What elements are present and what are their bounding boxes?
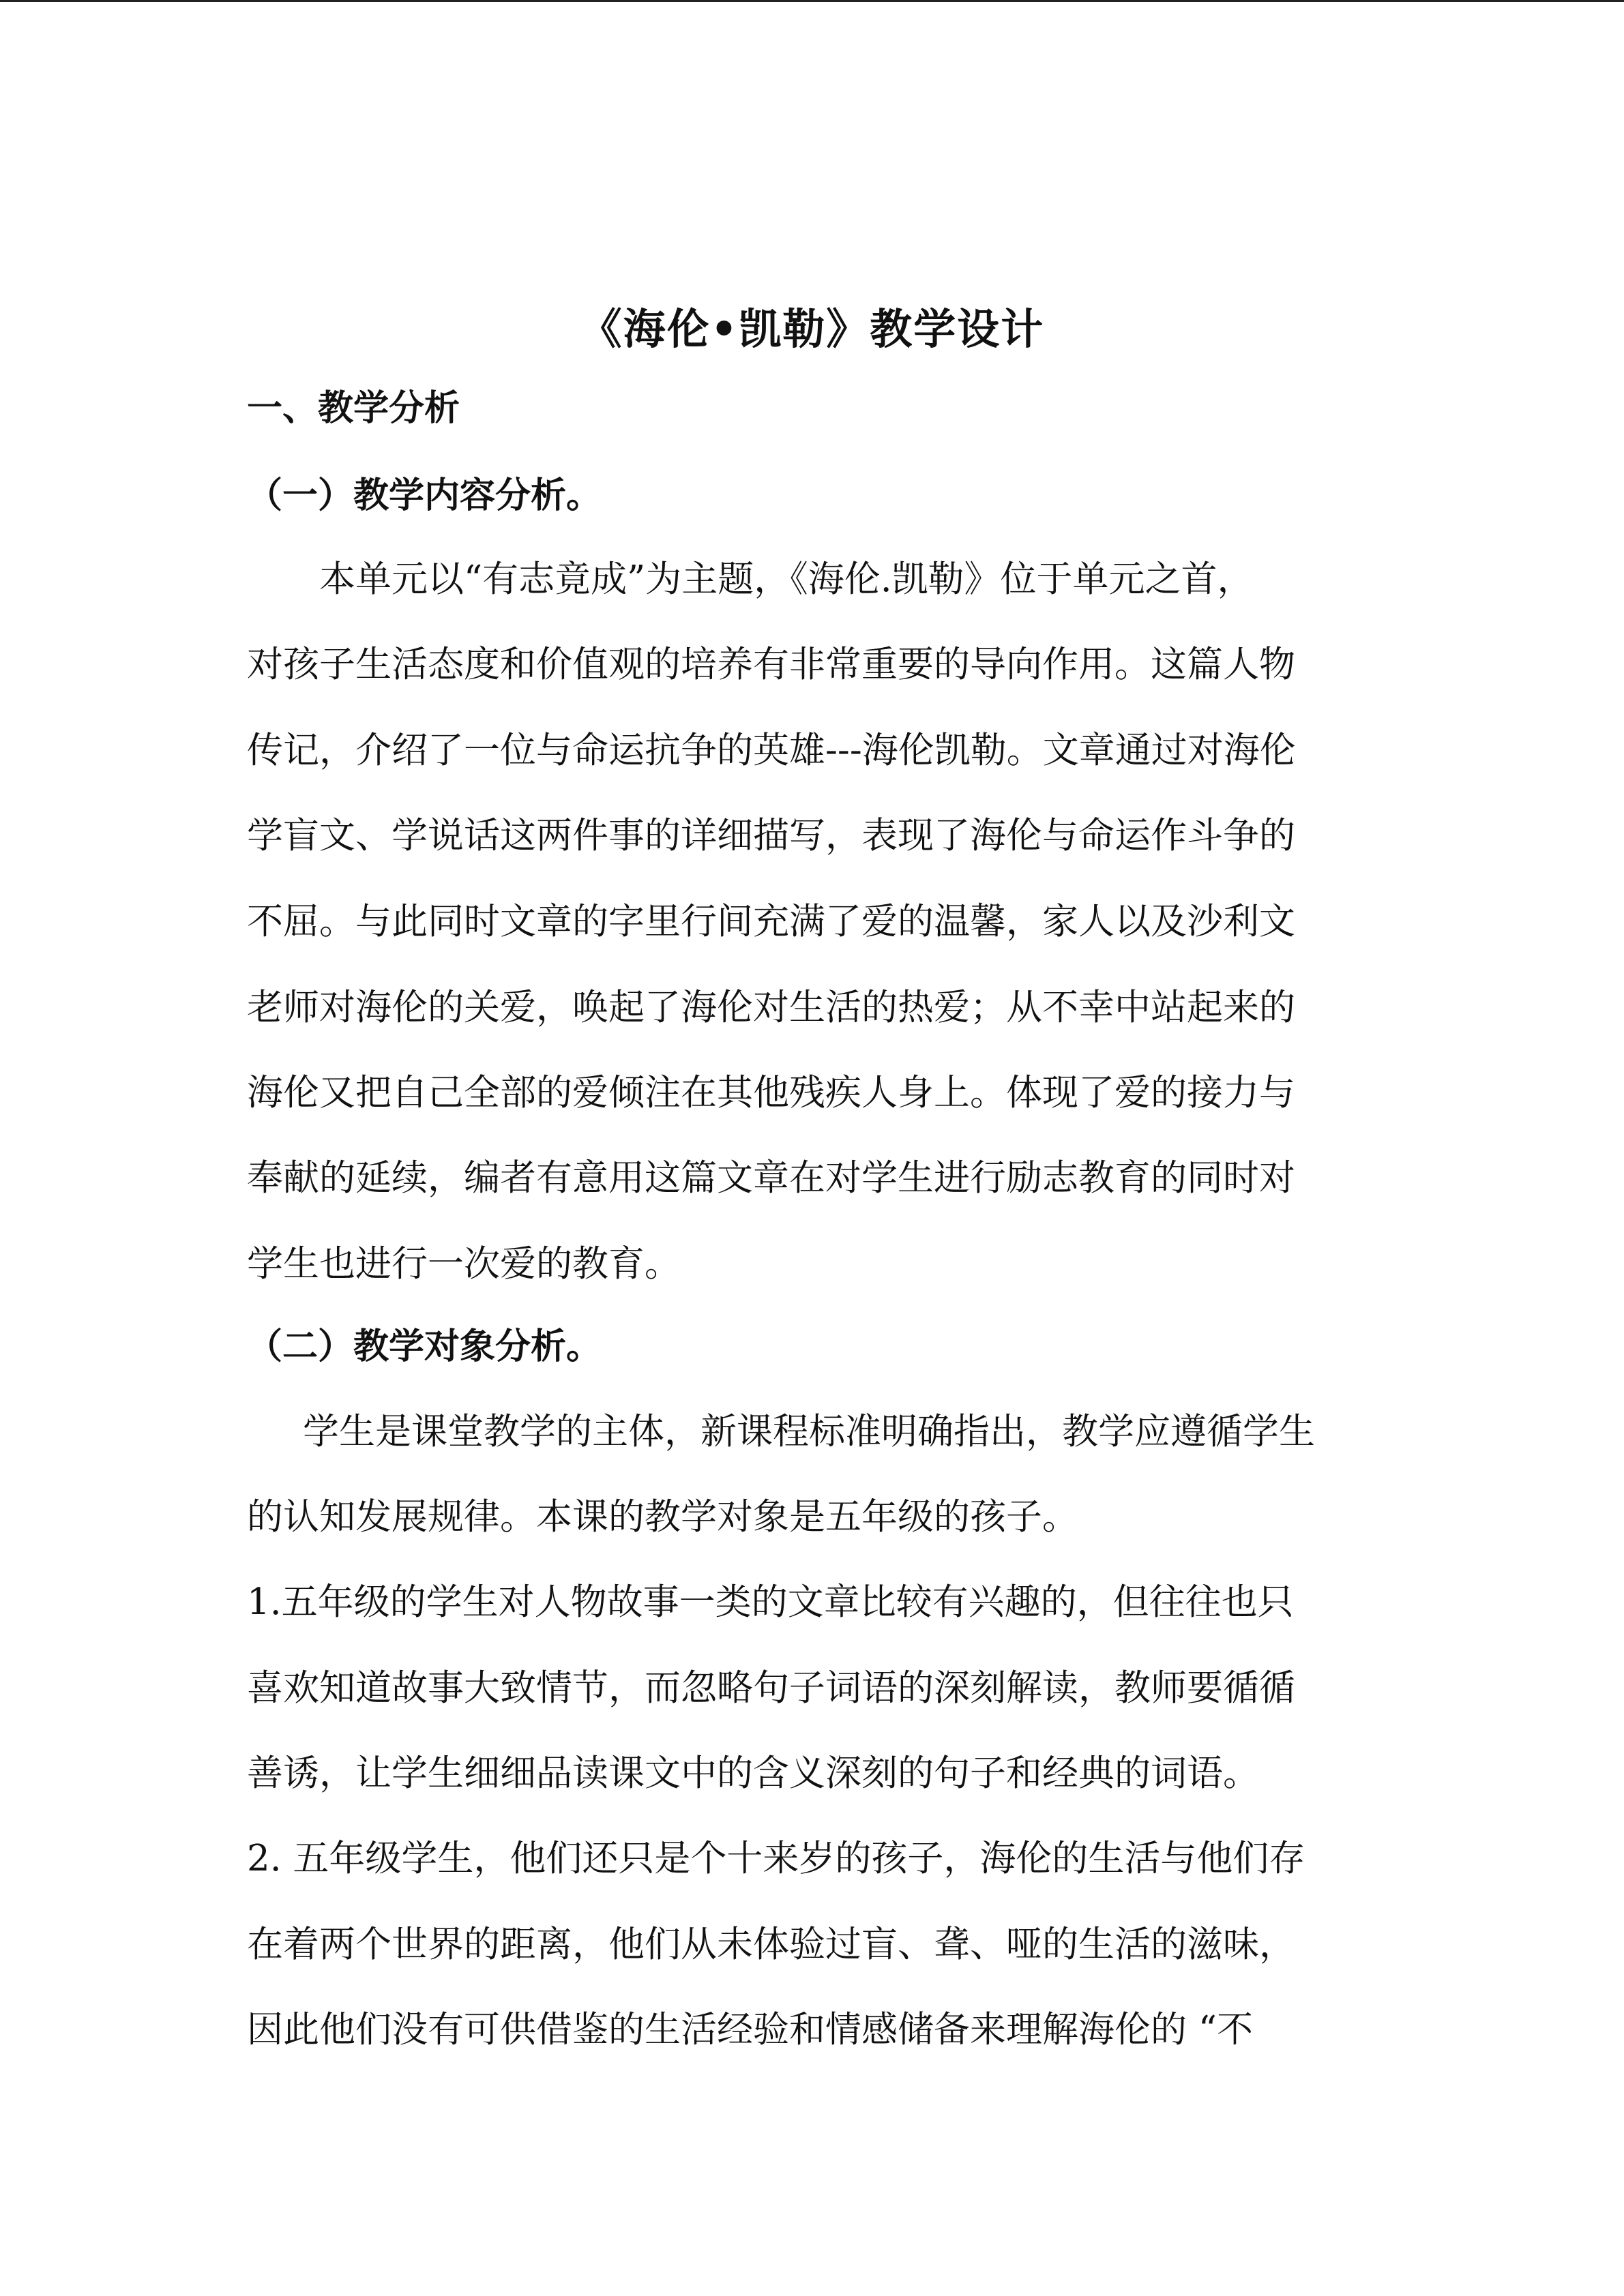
- subsection-heading-object-analysis: （二）教学对象分析。: [247, 1326, 602, 1367]
- paragraph-line: 学生是课堂教学的主体，新课程标准明确指出，教学应遵循学生: [303, 1411, 1315, 1452]
- list-item-1-line: 1.五年级的学生对人物故事一类的文章比较有兴趣的，但往往也只: [247, 1581, 1294, 1623]
- paragraph-line: 奉献的延续，编者有意用这篇文章在对学生进行励志教育的同时对: [247, 1157, 1295, 1199]
- list-item-2-line: 2. 五年级学生，他们还只是个十来岁的孩子，海伦的生活与他们存: [247, 1838, 1305, 1879]
- paragraph-line: 因此他们没有可供借鉴的生活经验和情感储备来理解海伦的 “不: [247, 2009, 1253, 2051]
- paragraph-line: 对孩子生活态度和价值观的培养有非常重要的导向作用。这篇人物: [247, 644, 1295, 685]
- paragraph-line: 海伦又把自己全部的爱倾注在其他残疾人身上。体现了爱的接力与: [247, 1072, 1295, 1114]
- subsection-heading-content-analysis: （一）教学内容分析。: [247, 475, 602, 516]
- document-title: 《海伦•凯勒》教学设计: [579, 304, 1045, 354]
- paragraph-line: 在着两个世界的距离，他们从未体验过盲、聋、哑的生活的滋味，: [247, 1924, 1295, 1965]
- paragraph-line: 学生也进行一次爱的教育。: [247, 1243, 681, 1285]
- paragraph-line: 传记，介绍了一位与命运抗争的英雄---海伦凯勒。文章通过对海伦: [247, 730, 1296, 771]
- paragraph-line: 学盲文、学说话这两件事的详细描写，表现了海伦与命运作斗争的: [247, 815, 1295, 856]
- paragraph-line: 不屈。与此同时文章的字里行间充满了爱的温馨，家人以及沙利文: [247, 901, 1295, 942]
- paragraph-line: 本单元以“有志竟成”为主题，《海伦.凯勒》位于单元之首，: [319, 558, 1254, 600]
- paragraph-line: 善诱，让学生细细品读课文中的含义深刻的句子和经典的词语。: [247, 1753, 1259, 1794]
- paragraph-line: 老师对海伦的关爱，唤起了海伦对生活的热爱；从不幸中站起来的: [247, 987, 1295, 1028]
- section-heading-teaching-analysis: 一、教学分析: [247, 388, 460, 429]
- paragraph-line: 喜欢知道故事大致情节，而忽略句子词语的深刻解读，教师要循循: [247, 1667, 1295, 1709]
- paragraph-line: 的认知发展规律。本课的教学对象是五年级的孩子。: [247, 1496, 1078, 1538]
